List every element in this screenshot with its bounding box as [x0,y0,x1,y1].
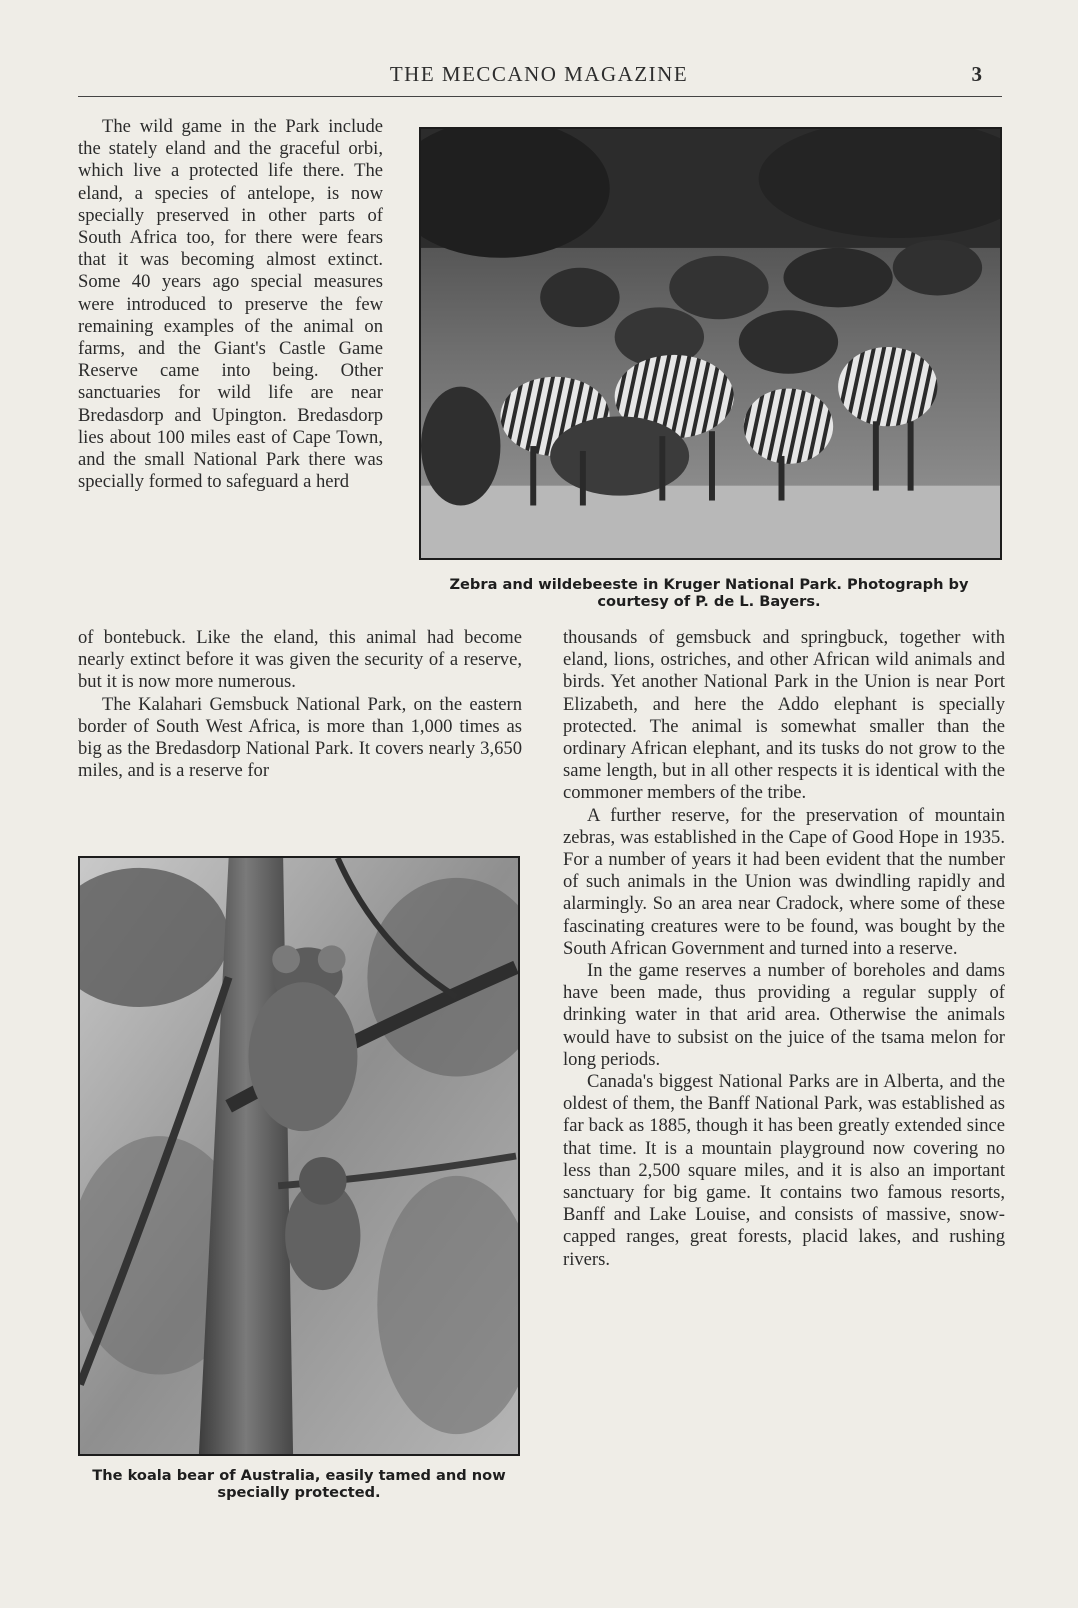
koala-photo-illustration [80,858,518,1454]
mountain-zebra-paragraph: A further reserve, for the preservation of mountain zebras, was established in the Cape of Good Hope in 1935. For a number of years it had been evident that the number of such animals in the Union was dwindling rapidly and alarmingly. So an area near Cradock, where some of these fascinating creatures were to be found, was bought by the South African Government and turned into a reserve. [563,804,1005,959]
header-rule [78,96,1002,97]
gemsbuck-paragraph: thousands of gemsbuck and springbuck, together with eland, lions, ostriches, and other African wild animals and birds. Yet another National Park in the Union is near Port Elizabeth, and here the Addo elephant is specially protected. The animal is somewhat smaller than the ordinary African elephant, and its tusks do not grow to the same length, but in all other respects it is identical with the commoner members of the tribe. [563,627,1005,804]
zebra-photo-illustration [421,129,1000,558]
right-column [563,627,1005,1271]
intro-text-block [78,116,383,624]
kalahari-paragraph: The Kalahari Gemsbuck National Park, on the eastern border of South West Africa, is more than 1,000 times as big as the Bredasdorp National Park. It covers nearly 3,650 miles, and is a reserve for [78,693,522,782]
zebra-photo-caption: Zebra and wildebeeste in Kruger National Park. Photograph by courtesy of P. de L. Bayers. [449,576,969,610]
boreholes-paragraph: In the game reserves a number of boreholes and dams have been made, thus providing a regular supply of drinking water in that arid area. Otherwise the animals would have to subsist on the juice of the tsama melon for long periods. [563,960,1005,1070]
magazine-title: THE MECCANO MAGAZINE [389,62,689,86]
intro-paragraph: The wild game in the Park include the stately eland and the graceful orbi, which live a protected life there. The eland, a species of antelope, is now specially preserved in other parts of South Africa too, for there were fears that it was becoming almost extinct. Some 40 years ago special measures were introduced to preserve the few remaining examples of the animal on farms, and the Giant's Castle Game Reserve came into being. Other sanctuaries for wild life are near Bredasdorp and Upington. Bredasdorp lies about 100 miles east of Cape Town, and the small National Park there was specially formed to safeguard a herd [78,116,383,493]
bontebuck-paragraph: of bontebuck. Like the eland, this animal had become nearly extinct before it was given the security of a reserve, but it is now more numerous. [78,627,522,693]
koala-photo [78,856,520,1456]
left-column [78,627,522,782]
canada-paragraph: Canada's biggest National Parks are in Alberta, and the oldest of them, the Banff National Park, was established as far back as 1885, though it has been greatly extended since that time. It is a mountain playground now covering no less than 2,500 square miles, and it is also an important sanctuary for big game. It contains two famous resorts, Banff and Lake Louise, and consists of massive, snow-capped ranges, great forests, placid lakes, and rushing rivers. [563,1071,1005,1270]
page-number: 3 [971,62,982,86]
zebra-wildebeeste-photo [419,127,1002,560]
koala-photo-caption: The koala bear of Australia, easily tamed and now specially protected. [92,1467,506,1501]
